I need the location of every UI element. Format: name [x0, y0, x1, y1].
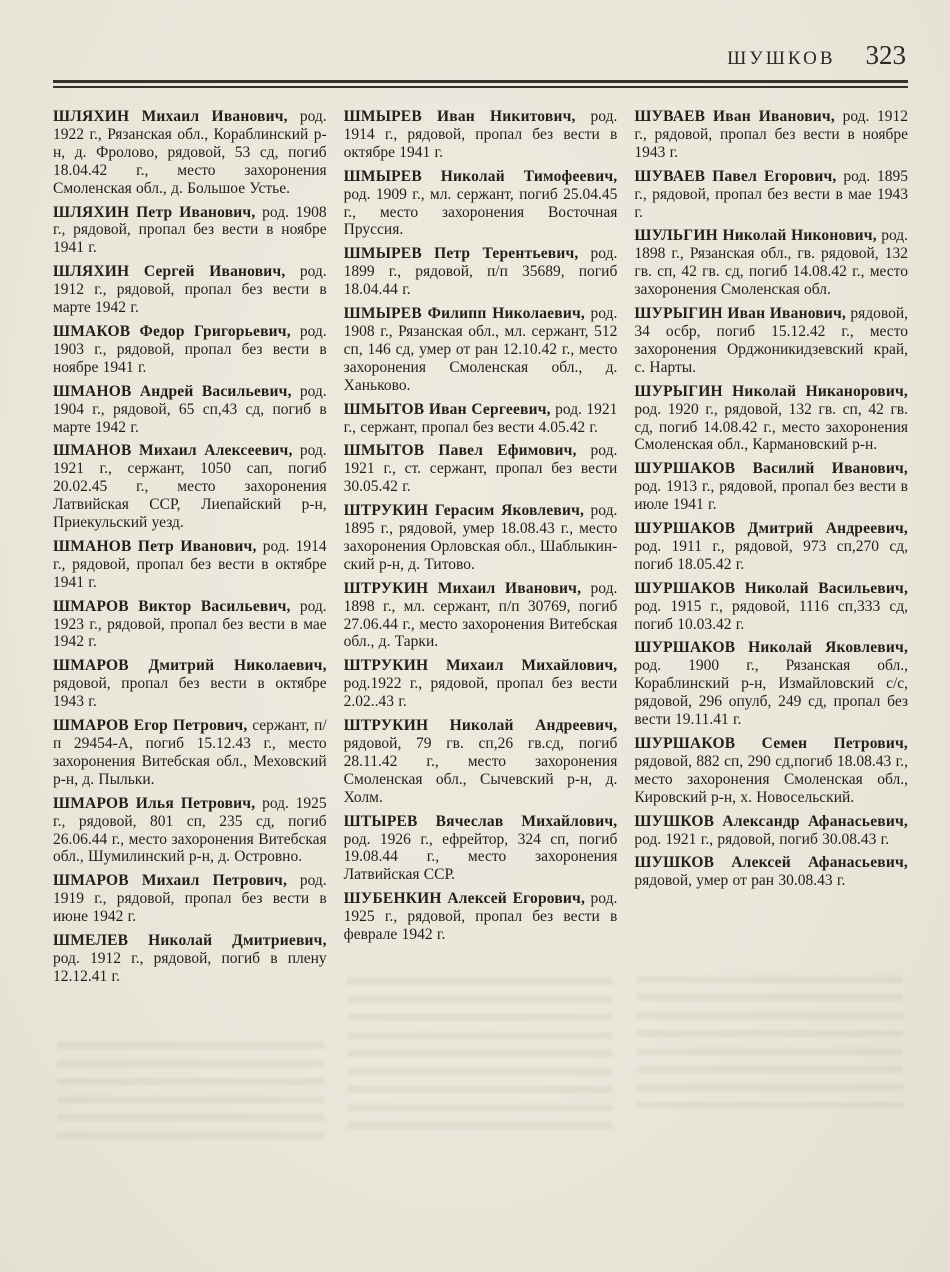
entry-person-name: ШУРШАКОВ Николай Васильевич,	[634, 579, 909, 597]
memorial-entry: ШМАНОВ Андрей Васильевич, род. 1904 г., рядовой, 65 сп,43 сд, погиб в марте 1942 г.	[53, 382, 327, 436]
memorial-entry: ШМЫРЕВ Николай Тимофеевич, род. 1909 г., мл. сержант, погиб 25.04.45 г., место захоронения Восточная Пруссия.	[343, 167, 618, 239]
entry-person-name: ШМЕЛЕВ Николай Дмитриевич,	[53, 932, 327, 950]
memorial-entry: ШМЫРЕВ Петр Терентьевич, род. 1899 г., рядовой, п/п 35689, погиб 18.04.44 г.	[343, 245, 618, 299]
memorial-entry: ШМАРОВ Михаил Петрович, род. 1919 г., рядовой, пропал без вести в июне 1942 г.	[53, 872, 327, 926]
entry-person-name: ШМАКОВ Федор Григорьевич,	[53, 322, 291, 340]
entry-person-name: ШМАРОВ Илья Петрович,	[53, 794, 256, 812]
entry-person-name: ШМАРОВ Егор Петрович,	[53, 717, 248, 735]
entry-person-name: ШТРУКИН Михаил Михайлович,	[343, 657, 618, 675]
column-3	[634, 108, 908, 992]
memorial-entry: ШУРШАКОВ Дмитрий Андреевич, род. 1911 г., рядовой, 973 сп,270 сд, погиб 18.05.42 г.	[634, 520, 909, 573]
memorial-entry: ШМЫРЕВ Филипп Николаевич, род. 1908 г., Рязанская обл., мл. сержант, 512 сп, 146 сд, умер от ран 12.10.42 г., место захоронения Смоленская обл., д. Ханьково.	[343, 305, 618, 394]
memorial-entry: ШУШКОВ Александр Афанасьевич, род. 1921 г., рядовой, погиб 30.08.43 г.	[634, 812, 909, 848]
memorial-entry: ШМАНОВ Петр Иванович, род. 1914 г., рядовой, пропал без вести в октябре 1941 г.	[53, 537, 327, 591]
memorial-entry: ШМАКОВ Федор Григорьевич, род. 1903 г., рядовой, пропал без вести в ноябре 1941 г.	[53, 322, 327, 376]
entry-person-name: ШУБЕНКИН Алексей Егорович,	[343, 890, 586, 908]
entry-person-name: ШТРУКИН Михаил Иванович,	[343, 579, 582, 597]
memorial-entry: ШМАРОВ Егор Петрович, сержант, п/п 29454-А, погиб 15.12.43 г., место захоронения Витебская обл., Меховский р-н, д. Пыльки.	[53, 717, 327, 788]
entry-person-name: ШУРШАКОВ Дмитрий Андреевич,	[634, 520, 909, 538]
entry-person-name: ШМЫРЕВ Николай Тимофеевич,	[343, 167, 618, 185]
entry-person-name: ШУРЫГИН Иван Иванович,	[634, 305, 846, 323]
memorial-entry: ШУШКОВ Алексей Афанасьевич, рядовой, умер от ран 30.08.43 г.	[634, 854, 909, 890]
entry-person-name: ШУВАЕВ Иван Иванович,	[634, 108, 835, 125]
entry-person-name: ШУРШАКОВ Николай Яковлевич,	[634, 639, 909, 657]
column-2	[344, 108, 618, 992]
memorial-entry: ШМЫТОВ Павел Ефимович, род. 1921 г., ст. сержант, пропал без вести 30.05.42 г.	[343, 442, 618, 496]
entry-person-name: ШМАРОВ Виктор Васильевич,	[53, 597, 291, 615]
entry-person-name: ШМАНОВ Петр Иванович,	[53, 537, 257, 555]
entry-person-name: ШМАРОВ Дмитрий Николаевич,	[53, 657, 327, 675]
entry-person-name: ШУШКОВ Александр Афанасьевич,	[634, 812, 909, 830]
memorial-entry: ШУВАЕВ Иван Иванович, род. 1912 г., рядовой, пропал без вести в ноябре 1943 г.	[634, 108, 909, 161]
column-1	[53, 108, 327, 992]
entry-person-name: ШУШКОВ Алексей Афанасьевич,	[634, 854, 909, 872]
bleed-through-texture	[637, 976, 903, 1108]
entry-person-name: ШТЫРЕВ Вячеслав Михайлович,	[343, 812, 618, 830]
entry-person-name: ШМАРОВ Михаил Петрович,	[53, 872, 288, 890]
bleed-through-texture	[347, 978, 613, 1136]
entry-person-name: ШТРУКИН Николай Андреевич,	[343, 717, 618, 735]
entry-person-name: ШМЫТОВ Иван Сергеевич,	[343, 400, 551, 418]
memorial-entry: ШМАРОВ Дмитрий Николаевич, рядовой, пропал без вести в октябре 1943 г.	[53, 657, 327, 711]
entry-person-name: ШМЫРЕВ Петр Терентьевич,	[343, 245, 579, 263]
running-head: ШУШКОВ	[727, 48, 836, 69]
memorial-entry: ШУБЕНКИН Алексей Егорович, род. 1925 г., рядовой, пропал без вести в феврале 1942 г.	[343, 890, 618, 944]
memorial-entry: ШУВАЕВ Павел Егорович, род. 1895 г., рядовой, пропал без вести в мае 1943 г.	[634, 167, 909, 221]
entry-person-name: ШУРЫГИН Николай Никанорович,	[634, 382, 909, 400]
page-number: 323	[865, 40, 906, 70]
memorial-entry: ШМАРОВ Илья Петрович, род. 1925 г., рядовой, 801 сп, 235 сд, погиб 26.06.44 г., место захоронения Витебская обл., Шумилинский р-н, д. Островно.	[53, 794, 327, 866]
memorial-entry: ШУРЫГИН Николай Никанорович, род. 1920 г., рядовой, 132 гв. сп, 42 гв. сд, погиб 14.08.42 г., место захоронения Смоленская обл., Кармановский р-н.	[634, 382, 909, 454]
memorial-entry: ШТРУКИН Михаил Иванович, род. 1898 г., мл. сержант, п/п 30769, погиб 27.06.44 г., место захоронения Витебская обл., д. Тарки.	[343, 579, 618, 651]
entry-person-name: ШМЫРЕВ Филипп Николаевич,	[343, 305, 585, 323]
entry-person-name: ШЛЯХИН Михаил Иванович,	[53, 108, 288, 125]
entry-person-name: ШЛЯХИН Сергей Иванович,	[53, 263, 286, 281]
entry-person-name: ШТРУКИН Герасим Яковлевич,	[343, 502, 585, 520]
entry-person-name: ШУРШАКОВ Василий Иванович,	[634, 460, 909, 478]
memorial-entry: ШМЕЛЕВ Николай Дмитриевич, род. 1912 г., рядовой, погиб в плену 12.12.41 г.	[53, 932, 327, 985]
entry-person-name: ШУРШАКОВ Семен Петрович,	[634, 735, 909, 752]
memorial-entry: ШМЫРЕВ Иван Никитович, род. 1914 г., рядовой, пропал без вести в октябре 1941 г.	[343, 108, 618, 161]
memorial-entry: ШТРУКИН Николай Андреевич, рядовой, 79 гв. сп,26 гв.сд, погиб 28.11.42 г., место захоронения Смоленская обл., Сычевский р-н, д. Холм.	[343, 717, 618, 806]
entry-person-name: ШМАНОВ Михаил Алексеевич,	[53, 442, 293, 460]
memorial-entry: ШТЫРЕВ Вячеслав Михайлович, род. 1926 г., ефрейтор, 324 сп, погиб 19.08.44 г., место захоронения Латвийская ССР.	[343, 812, 618, 884]
entry-person-name: ШМЫРЕВ Иван Никитович,	[343, 108, 576, 125]
memorial-entry: ШТРУКИН Герасим Яковлевич, род. 1895 г., рядовой, умер 18.08.43 г., место захоронения Орловская обл., Шаблыкин-ский р-н, д. Титово.	[343, 502, 618, 573]
entry-person-name: ШМАНОВ Андрей Васильевич,	[53, 382, 292, 400]
memorial-entry: ШУРЫГИН Иван Иванович, рядовой, 34 осбр, погиб 15.12.42 г., место захоронения Орджоникидзевский край, с. Нарты.	[634, 305, 909, 376]
columns-container	[53, 108, 908, 992]
entry-person-name: ШУВАЕВ Павел Егорович,	[634, 167, 837, 185]
memorial-entry: ШМЫТОВ Иван Сергеевич, род. 1921 г., сержант, пропал без вести 4.05.42 г.	[343, 400, 618, 436]
memorial-entry: ШЛЯХИН Михаил Иванович, род. 1922 г., Рязанская обл., Кораблинский р-н, д. Фролово, рядовой, 53 сд, погиб 18.04.42 г., место захоронения Смоленская обл., д. Большое Устье.	[53, 108, 327, 197]
memorial-entry: ШУРШАКОВ Василий Иванович, род. 1913 г., рядовой, пропал без вести в июле 1941 г.	[634, 460, 909, 514]
memorial-entry: ШУЛЬГИН Николай Никонович, род. 1898 г., Рязанская обл., гв. рядовой, 132 гв. сп, 42 гв. сд, погиб 14.08.42 г., место захоронения Смоленская обл.	[634, 227, 909, 299]
memorial-entry: ШТРУКИН Михаил Михайлович, род.1922 г., рядовой, пропал без вести 2.02..43 г.	[343, 657, 618, 711]
memorial-entry: ШУРШАКОВ Семен Петрович, рядовой, 882 сп, 290 сд,погиб 18.08.43 г., место захоронения Смоленская обл., Кировский р-н, х. Новосельский.	[634, 735, 909, 806]
memorial-entry: ШУРШАКОВ Николай Яковлевич, род. 1900 г., Рязанская обл., Кораблинский р-н, Измайловский с/с, рядовой, 296 опулб, 249 сд, пропал без вести 19.11.41 г.	[634, 639, 909, 729]
memorial-entry: ШУРШАКОВ Николай Васильевич, род. 1915 г., рядовой, 1116 сп,333 сд, погиб 10.03.42 г.	[634, 579, 909, 633]
memorial-entry: ШМАРОВ Виктор Васильевич, род. 1923 г., рядовой, пропал без вести в мае 1942 г.	[53, 597, 327, 651]
memorial-entry: ШМАНОВ Михаил Алексеевич, род. 1921 г., сержант, 1050 сап, погиб 20.02.45 г., место захоронения Латвийская ССР, Лиепайский р-н, Приекульский уезд.	[53, 442, 327, 532]
memorial-entry: ШЛЯХИН Петр Иванович, род. 1908 г., рядовой, пропал без вести в ноябре 1941 г.	[53, 203, 327, 257]
bleed-through-texture	[57, 1042, 325, 1142]
header-double-rule	[53, 80, 908, 88]
entry-person-name: ШУЛЬГИН Николай Никонович,	[634, 227, 877, 245]
entry-person-name: ШЛЯХИН Петр Иванович,	[53, 203, 256, 221]
memorial-entry: ШЛЯХИН Сергей Иванович, род. 1912 г., рядовой, пропал без вести в марте 1942 г.	[53, 263, 327, 317]
page-header	[53, 40, 908, 72]
entry-person-name: ШМЫТОВ Павел Ефимович,	[343, 442, 577, 460]
